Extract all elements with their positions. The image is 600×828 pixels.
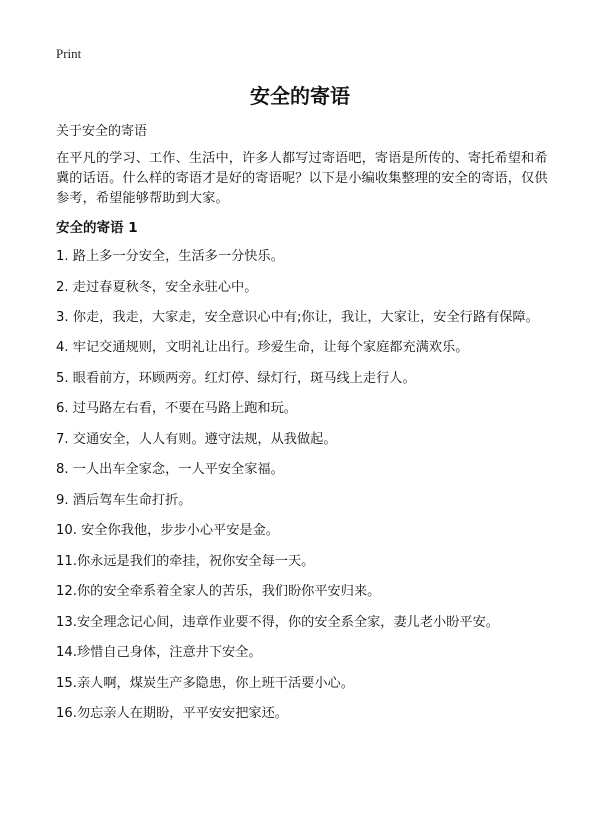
list-item: 13.安全理念记心间，违章作业要不得，你的安全系全家，妻儿老小盼平安。 (56, 614, 499, 630)
list-item: 14.珍惜自己身体，注意井下安全。 (56, 645, 262, 660)
list-item: 3. 你走，我走，大家走，安全意识心中有;你让，我让，大家让，安全行路有保障。 (56, 310, 539, 325)
document-title: 安全的寄语 (250, 84, 350, 108)
list-item: 16.勿忘亲人在期盼，平平安安把家还。 (56, 706, 288, 721)
document-subtitle: 关于安全的寄语 (56, 124, 148, 139)
list-item: 1. 路上多一分安全，生活多一分快乐。 (56, 249, 284, 264)
blessing-list (56, 248, 556, 736)
list-item: 10. 安全你我他，步步小心平安是金。 (56, 523, 279, 538)
list-item: 9. 酒后驾车生命打折。 (56, 492, 192, 508)
list-item: 4. 牢记交通规则，文明礼让出行。珍爱生命，让每个家庭都充满欢乐。 (56, 340, 469, 355)
list-item: 12.你的安全牵系着全家人的苦乐，我们盼你平安归来。 (56, 584, 381, 599)
list-item: 15.亲人啊，煤炭生产多隐患，你上班干活要小心。 (56, 675, 354, 691)
list-item: 6. 过马路左右看，不要在马路上跑和玩。 (56, 401, 297, 416)
list-item: 5. 眼看前方，环顾两旁。红灯停、绿灯行，斑马线上走行人。 (56, 370, 416, 386)
list-item: 7. 交通安全，人人有则。遵守法规，从我做起。 (56, 431, 337, 447)
list-item: 8. 一人出车全家念，一人平安全家福。 (56, 462, 284, 477)
print-link[interactable]: Print (56, 46, 82, 61)
section-heading: 安全的寄语 1 (56, 220, 138, 236)
intro-paragraph: 在平凡的学习、工作、生活中，许多人都写过寄语吧，寄语是所传的、寄托希望和希冀的话语。什么样的寄语才是好的寄语呢？以下是小编收集整理的安全的寄语，仅供参考，希望能够帮助到大家。 (56, 151, 548, 206)
list-item: 11.你永远是我们的牵挂，祝你安全每一天。 (56, 553, 315, 569)
list-item: 2. 走过春夏秋冬，安全永驻心中。 (56, 279, 258, 295)
